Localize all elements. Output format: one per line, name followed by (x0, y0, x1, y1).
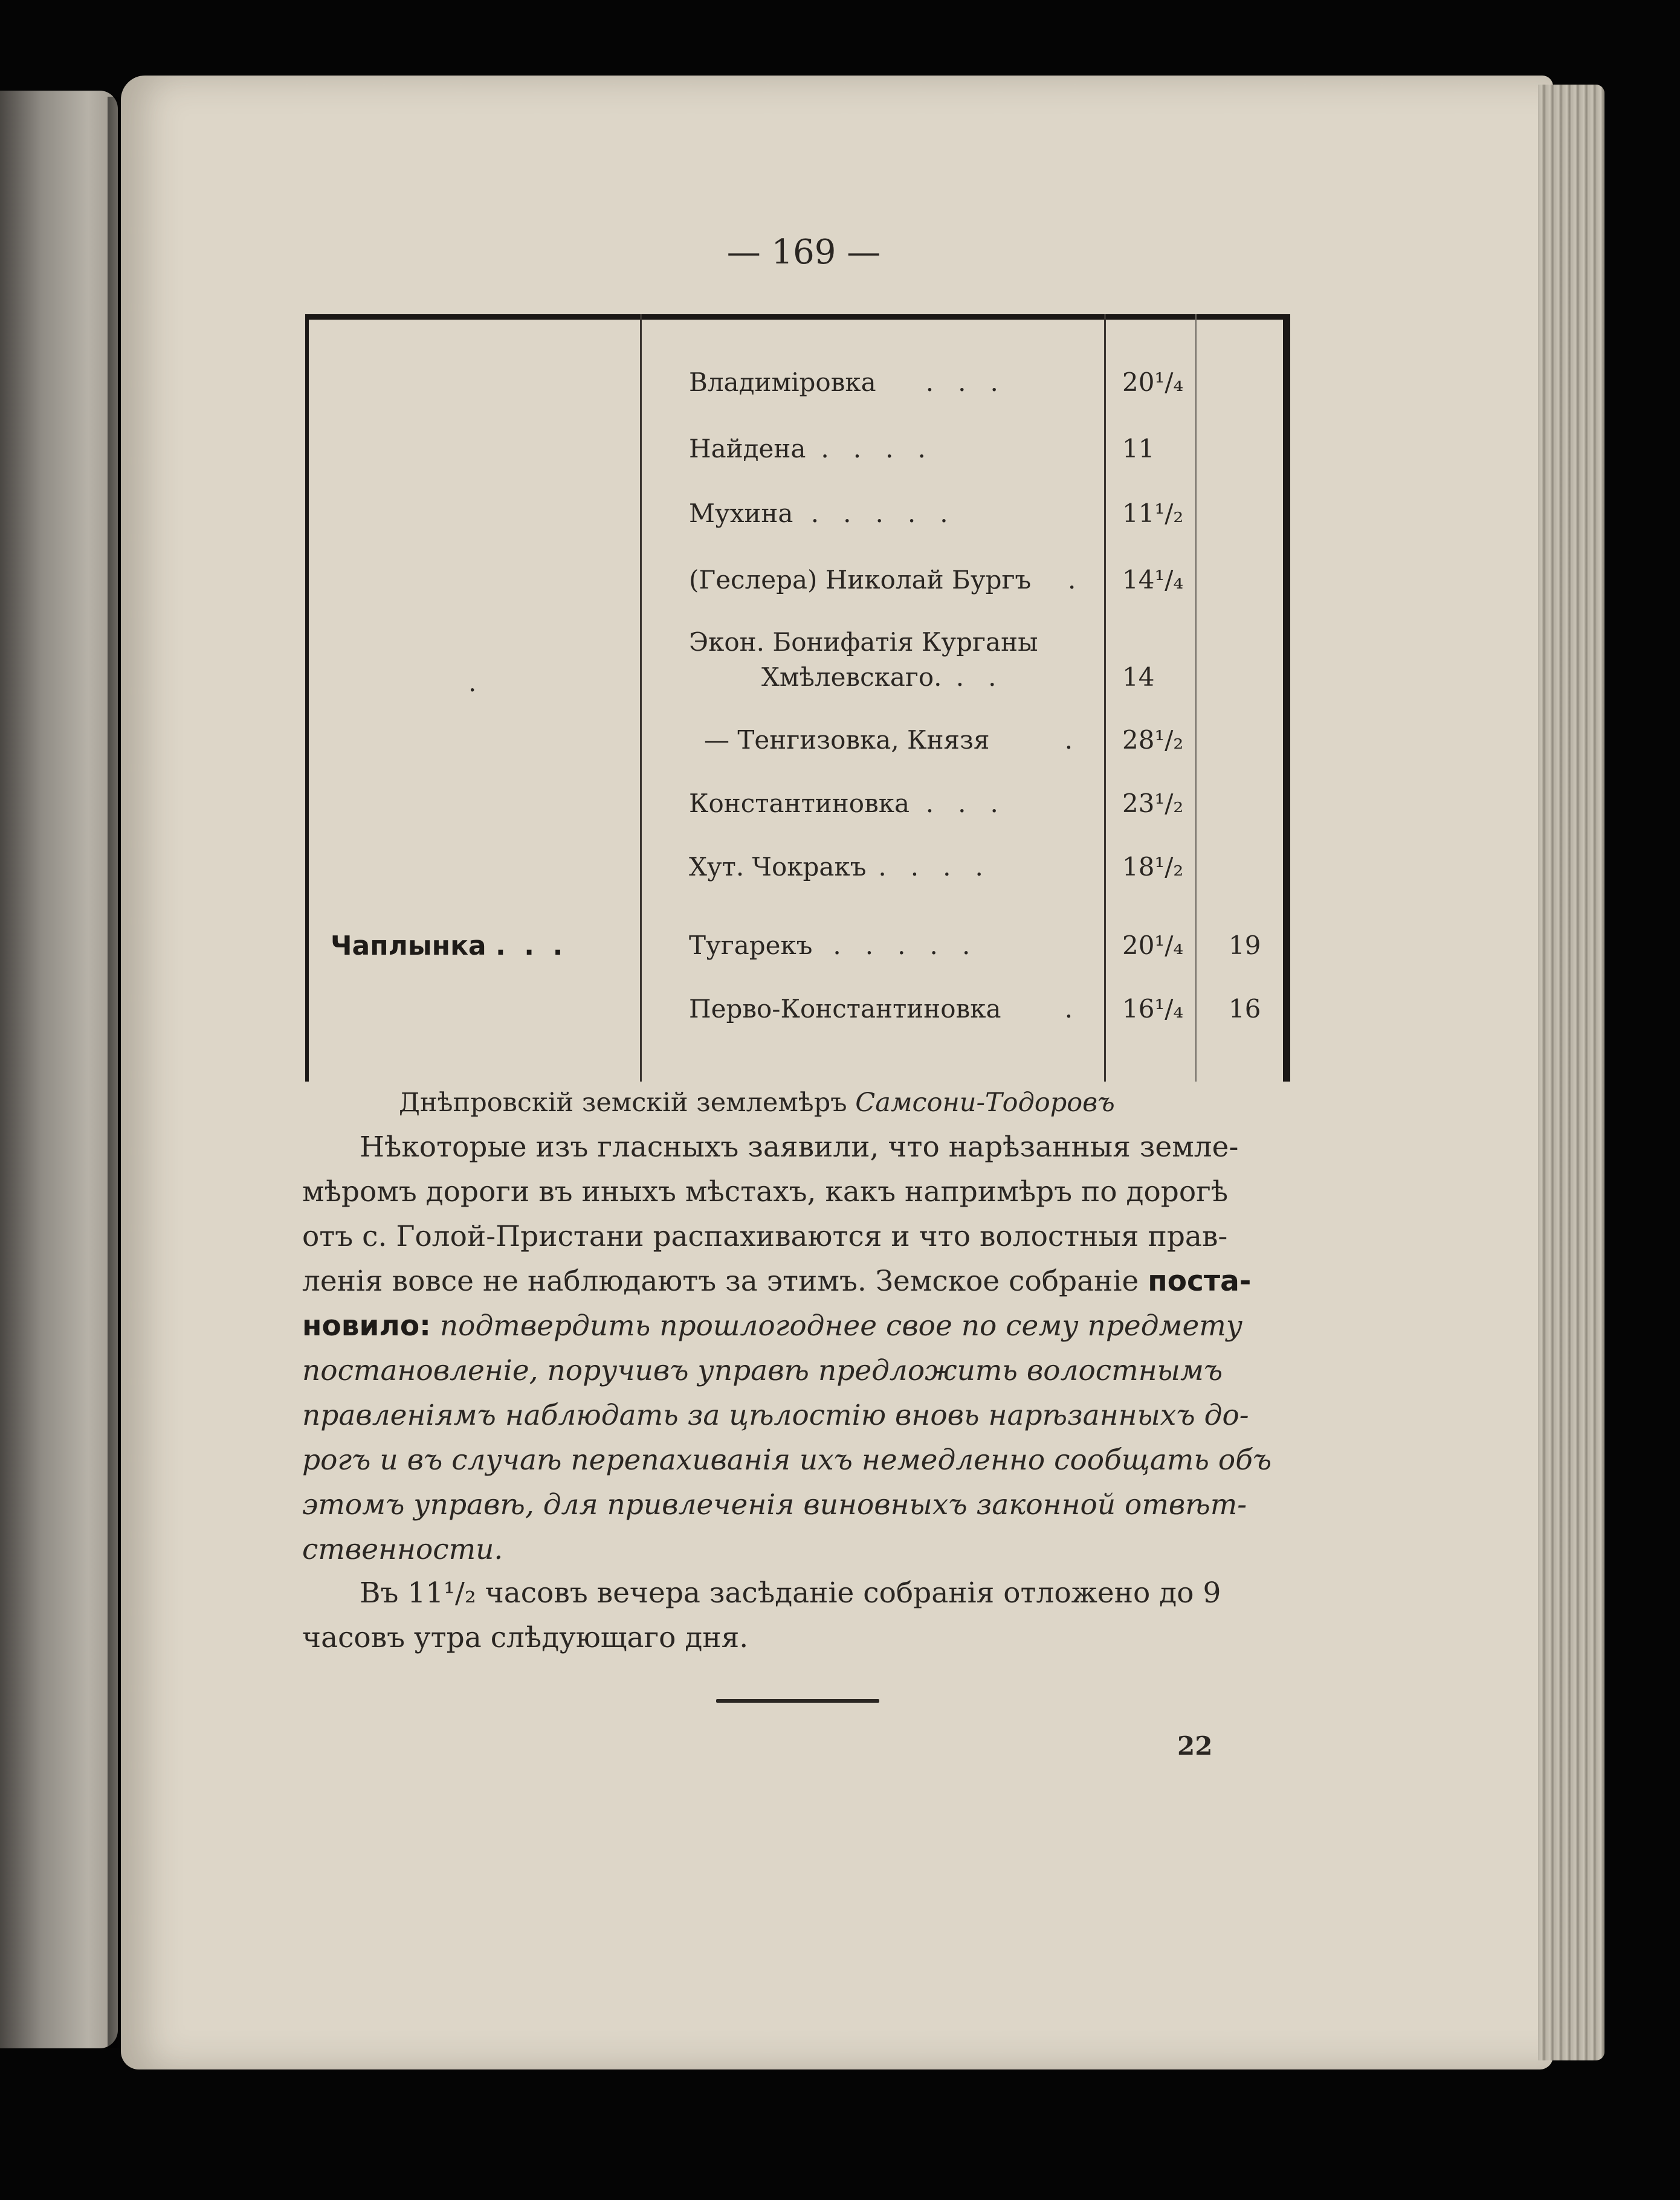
table-column-divider (1104, 314, 1106, 1082)
district-name: Чаплынка . . . (331, 931, 563, 961)
village-name: Мухина (689, 498, 793, 528)
table-column-divider (1195, 314, 1197, 1082)
distance-value-secondary: 19 (1229, 931, 1261, 960)
surveyor-name: Самсони-Тодоровъ (855, 1088, 1115, 1118)
village-name: Константиновка (689, 789, 910, 818)
table-right-rule (1283, 314, 1290, 1082)
distance-value: 20¹/₄ (1122, 367, 1184, 397)
village-name: — Тенгизовка, Князя (704, 725, 990, 755)
signature-mark: 22 (1177, 1731, 1213, 1761)
village-name: Владиміровка (689, 367, 876, 397)
distance-value: 28¹/₂ (1122, 725, 1184, 755)
table-left-rule (305, 314, 309, 1082)
page-stack-edges (1538, 85, 1604, 2060)
dot-leader: . . . (909, 789, 998, 818)
village-name-continued: Хмѣлевскаго. (761, 662, 942, 692)
dot-leader: . . (940, 662, 997, 692)
distance-table (305, 314, 1290, 1082)
distance-value: 14 (1122, 662, 1155, 692)
resolution-paragraph: Нѣкоторые изъ гласныхъ заявили, что нарѣзанныя земле- мѣромъ дороги въ иныхъ мѣстахъ, какъ напримѣръ по дорогѣ отъ с. Голой-Пристани распахиваются и что волостныя прав- ленія вовсе не наблюдаютъ за этимъ. Земское собраніе поста- новило: подтвердить прошлогоднее свое по сему предмету постановленіе, поручивъ управѣ предложить волостнымъ правленіямъ наблюдать за цѣлостію вновь нарѣзанныхъ до- рогъ и въ случаѣ перепахиванія ихъ немедленно сообщать объ этомъ управѣ, для привлеченія виновныхъ законной отвѣт- ственности. (302, 1131, 1272, 1566)
dot-leader: . . . . (870, 852, 983, 882)
table-top-rule (305, 314, 1290, 320)
adjournment-paragraph: Въ 11¹/₂ часовъ вечера засѣданіе собранія отложено до 9 часовъ утра слѣдующаго дня. (302, 1576, 1221, 1654)
dot-leader: . (1068, 565, 1076, 595)
distance-value: 20¹/₄ (1122, 931, 1184, 960)
village-name: Экон. Бонифатія Курганы (689, 627, 1038, 657)
dot-leader: . (1048, 725, 1073, 755)
village-name: Найдена (689, 434, 806, 463)
distance-value: 23¹/₂ (1122, 789, 1184, 818)
left-page-edge (0, 91, 118, 2048)
distance-value: 16¹/₄ (1122, 994, 1184, 1024)
village-name: Тугарекъ (689, 931, 813, 960)
table-column-divider (640, 314, 642, 1082)
distance-value: 11¹/₂ (1122, 498, 1184, 528)
village-name: (Геслера) Николай Бургъ (689, 565, 1032, 595)
dot-leader: . (1048, 994, 1073, 1024)
distance-value: 11 (1122, 434, 1155, 463)
closing-rule (716, 1699, 879, 1703)
page-number: — 169 — (726, 233, 881, 272)
distance-value: 14¹/₄ (1122, 565, 1184, 595)
village-name: Перво-Константиновка (689, 994, 1001, 1024)
village-name: Хут. Чокракъ (689, 852, 867, 882)
distance-value: 18¹/₂ (1122, 852, 1184, 882)
dot-leader: . . . (909, 367, 998, 397)
dot-leader: . . . . . (795, 498, 948, 528)
surveyor-signature: Днѣпровскій земскій землемѣръ Самсони-Тодоровъ (399, 1088, 1115, 1118)
ditto-mark: . (468, 668, 477, 697)
distance-value-secondary: 16 (1229, 994, 1261, 1024)
dot-leader: . . . . . (825, 931, 971, 960)
dot-leader: . . . . (813, 434, 926, 463)
